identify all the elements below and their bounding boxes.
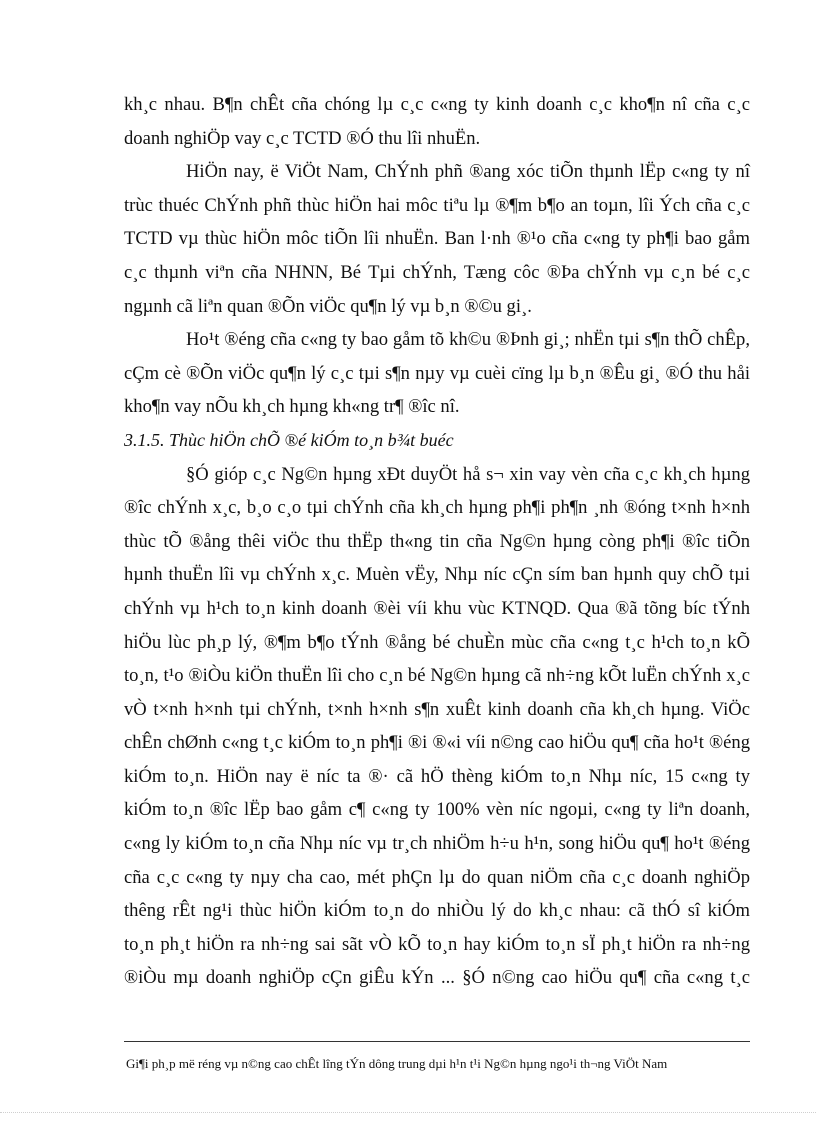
line-text: kiÓm to¸n ®îc lËp bao gåm c¶ c«ng ty 100% vèn níc ngoµi, c«ng ty liªn doanh, xyxy=(124,799,750,821)
line-text: to¸n, t¹o ®iÒu kiÖn thuËn lîi cho c¸n bé Ng©n hµng cã nh÷ng kÕt luËn chÝnh x¸c xyxy=(124,665,750,687)
text-line xyxy=(124,726,750,760)
line-text: thêng rÊt ng¹i thùc hiÖn kiÓm to¸n do nhiÒu lý do kh¸c nhau: cã thÓ sî kiÓm xyxy=(124,900,750,922)
line-text: ®îc chÝnh x¸c, b¸o c¸o tµi chÝnh cña kh¸ch hµng ph¶i ph¶n ¸nh ®óng t×nh h×nh xyxy=(124,497,750,519)
text-line xyxy=(124,458,750,492)
line-text: TCTD vµ thùc hiÖn môc tiÕn lîi nhuËn. Ban l·nh ®¹o cña c«ng ty ph¶i bao gåm xyxy=(124,228,750,250)
line-text: cña c¸c c«ng ty nµy cha cao, mét phÇn lµ do quan niÖm cña c¸c doanh nghiÖp xyxy=(124,866,750,888)
text-line xyxy=(124,222,750,256)
section-heading xyxy=(124,424,750,458)
text-line xyxy=(124,323,750,357)
heading-text: 3.1.5. Thùc hiÖn chÕ ®é kiÓm to¸n b¾t buéc xyxy=(124,429,454,450)
line-text: kh¸c nhau. B¶n chÊt cña chóng lµ c¸c c«ng ty kinh doanh c¸c kho¶n nî cña c¸c xyxy=(124,94,750,115)
text-line xyxy=(124,861,750,895)
text-line xyxy=(124,88,750,122)
line-text: hiÖu lùc ph¸p lý, ®¶m b¶o tÝnh ®ång bé chuÈn mùc cña c«ng t¸c h¹ch to¸n kÕ xyxy=(124,631,750,653)
text-line xyxy=(124,659,750,693)
line-text: doanh nghiÖp vay c¸c TCTD ®Ó thu lîi nhuËn. xyxy=(124,127,481,149)
line-text: hµnh thuËn lîi vµ chÝnh x¸c. Muèn vËy, Nhµ níc cÇn sím ban hµnh quy chÕ tµi xyxy=(124,564,750,586)
text-line xyxy=(124,491,750,525)
line-text: cÇm cè ®Õn viÖc qu¶n lý c¸c tµi s¶n nµy vµ cuèi cïng lµ b¸n ®Êu gi¸ ®Ó thu håi xyxy=(124,362,750,384)
line-text: c«ng ly kiÓm to¸n cña Nhµ níc vµ tr¸ch nhiÖm h÷u h¹n, song hiÖu qu¶ ho¹t ®éng xyxy=(124,833,750,855)
text-line xyxy=(124,961,750,995)
line-text: trùc thuéc ChÝnh phñ thùc hiÖn hai môc tiªu lµ ®¶m b¶o an toµn, lîi Ých cña c¸c xyxy=(124,194,750,216)
line-text: kho¶n vay nÕu kh¸ch hµng kh«ng tr¶ ®îc nî. xyxy=(124,396,460,418)
line-text: ngµnh cã liªn quan ®Õn viÖc qu¶n lý vµ b¸n ®©u gi¸. xyxy=(124,295,532,317)
text-line xyxy=(124,290,750,324)
text-line xyxy=(124,928,750,962)
text-line xyxy=(124,390,750,424)
line-text: kiÓm to¸n. HiÖn nay ë níc ta ®· cã hÖ thèng kiÓm to¸n Nhµ níc, 15 c«ng ty xyxy=(124,765,750,787)
text-line xyxy=(124,525,750,559)
text-line xyxy=(124,122,750,156)
text-line xyxy=(124,894,750,928)
line-text: c¸c thµnh viªn cña NHNN, Bé Tµi chÝnh, Tæng côc ®Þa chÝnh vµ c¸n bé c¸c xyxy=(124,261,750,283)
text-line xyxy=(124,793,750,827)
line-text: ®iÒu mµ doanh nghiÖp cÇn giÊu kÝn ... §Ó n©ng cao hiÖu qu¶ cña c«ng t¸c xyxy=(124,967,750,989)
text-line xyxy=(124,827,750,861)
text-line xyxy=(124,626,750,660)
text-line xyxy=(124,189,750,223)
text-line xyxy=(124,693,750,727)
line-text: thùc tÕ ®ång thêi viÖc thu thËp th«ng tin cña Ng©n hµng còng ph¶i ®îc tiÕn xyxy=(124,530,750,552)
text-line xyxy=(124,558,750,592)
line-text: HiÖn nay, ë ViÖt Nam, ChÝnh phñ ®ang xóc tiÕn thµnh lËp c«ng ty nî xyxy=(186,161,750,183)
footer-divider xyxy=(124,1041,750,1042)
line-text: chÝnh vµ h¹ch to¸n kinh doanh ®èi víi khu vùc KTNQD. Qua ®ã tõng bíc tÝnh xyxy=(124,597,750,619)
page-bottom-border xyxy=(0,1112,816,1113)
text-line xyxy=(124,592,750,626)
text-line xyxy=(124,155,750,189)
line-text: §Ó gióp c¸c Ng©n hµng xÐt duyÖt hå s¬ xin vay vèn cña c¸c kh¸ch hµng xyxy=(186,463,750,485)
text-line xyxy=(124,256,750,290)
page-footer: Gi¶i ph¸p më réng vµ n©ng cao chÊt lîng tÝn dông trung dµi h¹n t¹i Ng©n hµng ngo¹i th¬ng ViÖt Nam xyxy=(126,1056,668,1071)
text-line xyxy=(124,760,750,794)
text-line xyxy=(124,357,750,391)
line-text: Ho¹t ®éng cña c«ng ty bao gåm tõ kh©u ®Þnh gi¸; nhËn tµi s¶n thÕ chÊp, xyxy=(186,329,750,351)
body-text xyxy=(124,88,750,995)
line-text: vÒ t×nh h×nh tµi chÝnh, t×nh h×nh s¶n xuÊt kinh doanh cña kh¸ch hµng. ViÖc xyxy=(124,698,750,720)
line-text: chÊn chØnh c«ng t¸c kiÓm to¸n ph¶i ®i ®«i víi n©ng cao hiÖu qu¶ cña ho¹t ®éng xyxy=(124,732,750,754)
line-text: to¸n ph¸t hiÖn ra nh÷ng sai sãt vÒ kÕ to¸n hay kiÓm to¸n sÏ ph¸t hiÖn ra nh÷ng xyxy=(124,933,750,955)
